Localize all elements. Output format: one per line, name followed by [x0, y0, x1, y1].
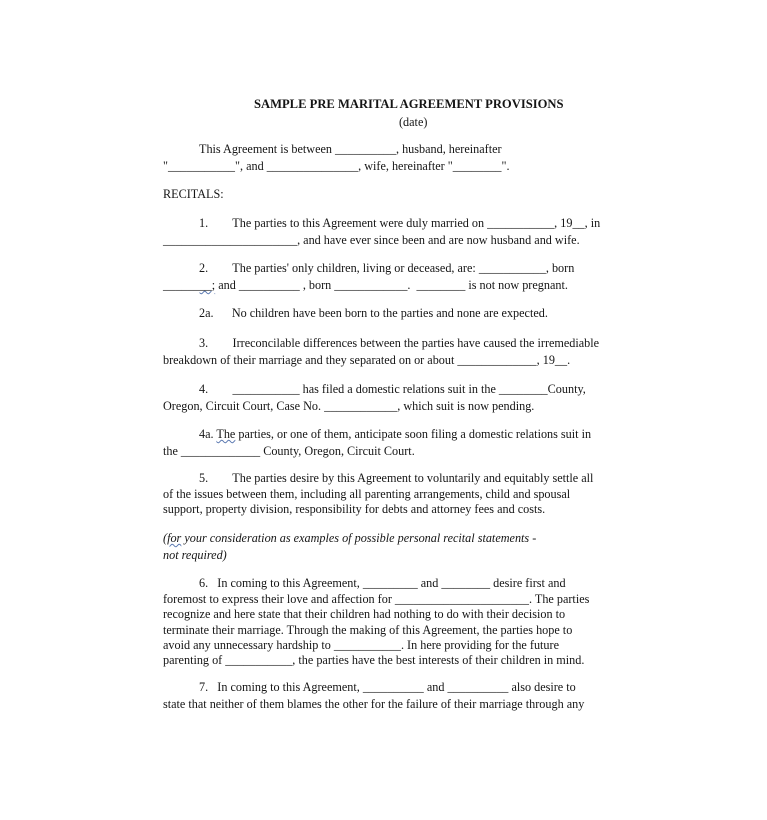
recital-5-line-1: 5. The parties desire by this Agreement to voluntarily and equitably settle all	[199, 471, 594, 485]
note-open-paren: (	[163, 531, 168, 545]
intro-line-1: This Agreement is between __________, husband, hereinafter	[199, 142, 502, 156]
recital-6-line-5: avoid any unnecessary hardship to ___________. In here providing for the future	[163, 638, 559, 652]
recital-2-line-2	[163, 278, 568, 293]
recital-7-line-1: 7. In coming to this Agreement, __________ and __________ also desire to	[199, 680, 576, 694]
consideration-note-line-1	[163, 531, 536, 546]
recital-6-line-3: recognize and here state that their children had nothing to do with their decision to	[163, 607, 566, 621]
note-line-1-rest: your consideration as examples of possible personal recital statements -	[181, 531, 537, 545]
recital-4a-line-1	[199, 427, 591, 442]
recital-5-line-3: support, property division, responsibility for debts and attorney fees and costs.	[163, 502, 546, 516]
recital-2-line-1: 2. The parties' only children, living or deceased, are: ___________, born	[199, 261, 575, 275]
recital-2a-line-1: 2a. No children have been born to the parties and none are expected.	[199, 306, 548, 320]
recital-6-line-1: 6. In coming to this Agreement, _________ and ________ desire first and	[199, 576, 566, 590]
spellcheck-flag: for	[167, 531, 182, 545]
recital-4-line-2: Oregon, Circuit Court, Case No. ____________, which suit is now pending.	[163, 399, 535, 413]
spellcheck-flag: __;	[199, 278, 216, 292]
recital-4a-line-2: the _____________ County, Oregon, Circuit Court.	[163, 444, 415, 458]
recital-2-line-2-rest: and __________ , born ____________. ________ is not now pregnant.	[215, 278, 568, 292]
document-title: SAMPLE PRE MARITAL AGREEMENT PROVISIONS	[254, 97, 564, 111]
recital-2-blank: ______	[163, 278, 200, 292]
recitals-heading: RECITALS:	[163, 187, 224, 201]
recital-3-line-1: 3. Irreconcilable differences between the parties have caused the irremediable	[199, 336, 600, 350]
intro-line-2: "___________", and _______________, wife, hereinafter "________".	[163, 159, 510, 173]
recital-1-line-1: 1. The parties to this Agreement were duly married on ___________, 19__, in	[199, 216, 601, 230]
recital-6-line-4: terminate their marriage. Through the making of this Agreement, the parties hope to	[163, 623, 573, 637]
recital-6-line-2: foremost to express their love and affection for ______________________. The parties	[163, 592, 590, 606]
recital-6-line-6: parenting of ___________, the parties have the best interests of their children in mind.	[163, 653, 585, 667]
consideration-note-line-2: not required)	[163, 548, 227, 562]
spellcheck-flag: The	[216, 427, 236, 441]
recital-1-line-2: ______________________, and have ever since been and are now husband and wife.	[163, 233, 580, 247]
date-label: (date)	[399, 115, 428, 129]
recital-5-line-2: of the issues between them, including all parenting arrangements, child and spousal	[163, 487, 571, 501]
recital-4-line-1: 4. ___________ has filed a domestic relations suit in the ________County,	[199, 382, 586, 396]
recital-3-line-2: breakdown of their marriage and they separated on or about _____________, 19__.	[163, 353, 571, 367]
recital-4a-line-1-rest: parties, or one of them, anticipate soon filing a domestic relations suit in	[235, 427, 592, 441]
recital-7-line-2: state that neither of them blames the other for the failure of their marriage through any	[163, 697, 585, 711]
recital-4a-number: 4a.	[199, 427, 217, 441]
